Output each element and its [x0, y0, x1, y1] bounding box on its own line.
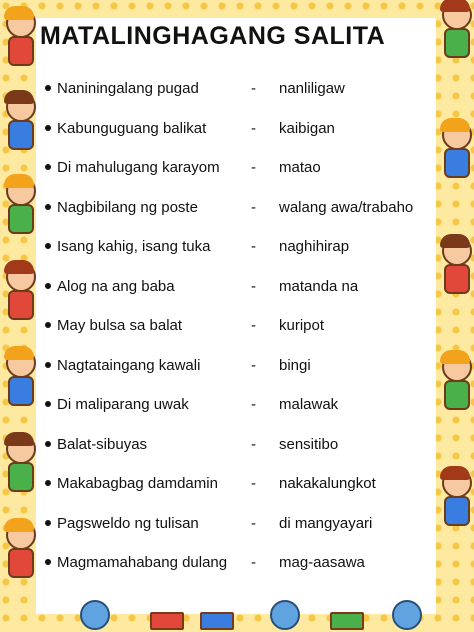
separator: -: [251, 554, 256, 571]
cartoon-kid-icon: [438, 0, 472, 58]
list-item: [40, 426, 430, 466]
cartoon-kid-icon: [438, 352, 472, 410]
idiom-meaning: sensitibo: [279, 435, 339, 453]
idiom-term: Di maliparang uwak: [57, 396, 189, 413]
idiom-meaning: di mangyayari: [279, 514, 373, 532]
bullet-icon: [45, 283, 51, 289]
separator: -: [251, 317, 256, 334]
book-icon: [330, 612, 364, 630]
idiom-meaning: kaibigan: [279, 119, 335, 137]
idiom-term: Isang kahig, isang tuka: [57, 238, 211, 255]
separator: -: [251, 159, 256, 176]
globe-icon: [392, 600, 422, 630]
cartoon-kid-icon: [438, 236, 472, 294]
book-icon: [200, 612, 234, 630]
idiom-meaning: nakakalungkot: [279, 475, 376, 492]
book-icon: [150, 612, 184, 630]
idiom-term: Alog na ang baba: [57, 277, 175, 295]
separator: -: [251, 396, 256, 413]
bullet-icon: [45, 85, 51, 91]
bullet-icon: [45, 480, 51, 486]
idiom-meaning: kuripot: [279, 317, 325, 334]
bullet-icon: [45, 520, 51, 526]
idiom-term: Nagbibilang ng poste: [57, 198, 198, 216]
cartoon-kid-icon: [438, 120, 472, 178]
idiom-meaning: malawak: [279, 396, 339, 413]
bullet-icon: [45, 243, 51, 249]
idiom-term: Naniningalang pugad: [57, 80, 199, 97]
list-item: [40, 189, 430, 229]
idiom-meaning: naghihirap: [279, 238, 350, 255]
list-item: [40, 505, 430, 545]
globe-icon: [270, 600, 300, 630]
separator: -: [251, 80, 256, 97]
cartoon-kid-icon: [2, 520, 36, 578]
separator: -: [251, 356, 256, 374]
list-item: [40, 228, 430, 268]
separator: -: [251, 277, 256, 295]
separator: -: [251, 198, 256, 216]
page-title: MATALINGHAGANG SALITA: [40, 22, 386, 50]
cartoon-kid-icon: [2, 348, 36, 406]
list-item: [40, 110, 430, 150]
idiom-meaning: mag-aasawa: [279, 554, 365, 571]
list-item: [40, 465, 430, 505]
separator: -: [251, 435, 256, 453]
list-item: [40, 347, 430, 387]
bullet-icon: [45, 401, 51, 407]
bullet-icon: [45, 559, 51, 565]
separator: -: [251, 119, 256, 137]
bullet-icon: [45, 362, 51, 368]
cartoon-kid-icon: [2, 8, 36, 66]
list-item: [40, 544, 430, 584]
cartoon-kid-icon: [438, 468, 472, 526]
idiom-term: Pagsweldo ng tulisan: [57, 514, 199, 532]
bullet-icon: [45, 164, 51, 170]
list-item: [40, 149, 430, 189]
idiom-meaning: matao: [279, 159, 321, 176]
idiom-meaning: bingi: [279, 356, 311, 374]
list-item: [40, 307, 430, 347]
bullet-icon: [45, 322, 51, 328]
idiom-term: May bulsa sa balat: [57, 317, 183, 334]
idiom-term: Magmamahabang dulang: [57, 554, 228, 571]
bullet-icon: [45, 125, 51, 131]
list-item: [40, 268, 430, 308]
idiom-term: Makabagbag damdamin: [57, 475, 218, 492]
cartoon-kid-icon: [2, 92, 36, 150]
separator: -: [251, 475, 256, 492]
idiom-term: Kabunguguang balikat: [57, 119, 207, 137]
idiom-term: Di mahulugang karayom: [57, 159, 220, 176]
cartoon-kid-icon: [2, 262, 36, 320]
separator: -: [251, 238, 256, 255]
globe-icon: [80, 600, 110, 630]
bullet-icon: [45, 204, 51, 210]
idiom-meaning: walang awa/trabaho: [279, 198, 414, 216]
idiom-term: Balat-sibuyas: [57, 435, 148, 453]
cartoon-kid-icon: [2, 176, 36, 234]
idiom-term: Nagtataingang kawali: [57, 356, 201, 374]
list-item: [40, 386, 430, 426]
cartoon-kid-icon: [2, 434, 36, 492]
idiom-meaning: matanda na: [279, 277, 359, 295]
separator: -: [251, 514, 256, 532]
idiom-meaning: nanliligaw: [279, 80, 345, 97]
list-item: [40, 70, 430, 110]
bullet-icon: [45, 441, 51, 447]
